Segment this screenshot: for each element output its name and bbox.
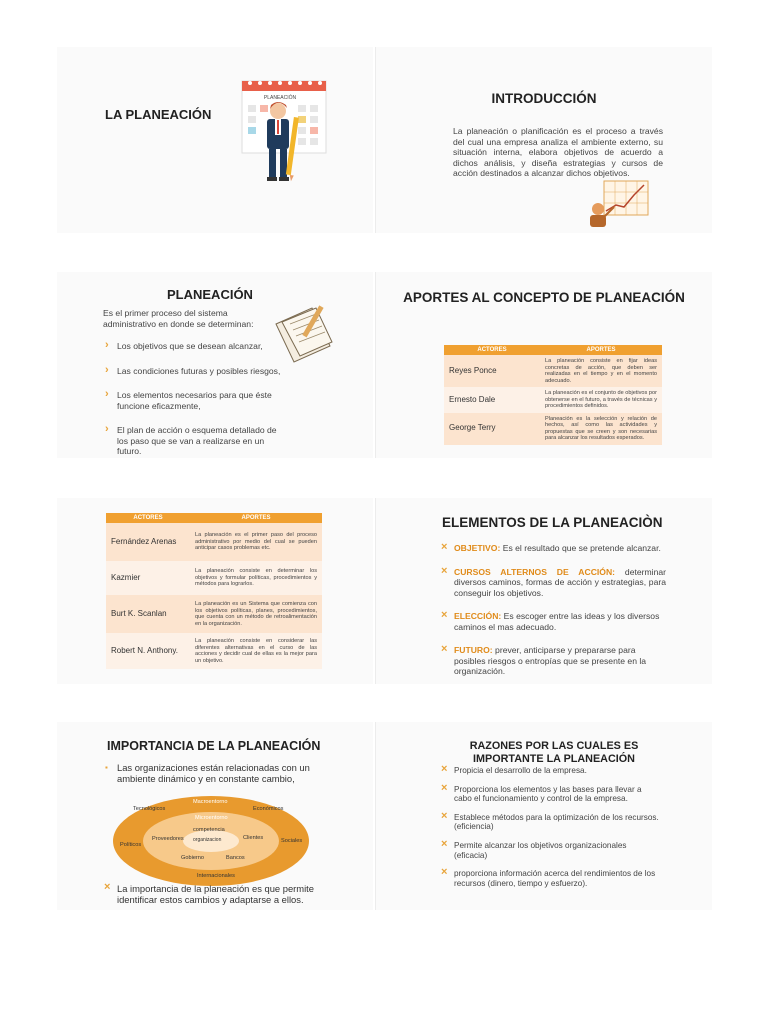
ring-label: Bancos — [226, 855, 245, 861]
ring-label: Internacionales — [197, 873, 235, 879]
slide-title: IMPORTANCIA DE LA PLANEACIÓN — [107, 739, 321, 753]
item-text: determinar diversos caminos, formas de acción y estrategias, para conseguir los objetivos. — [454, 566, 666, 598]
ring-label: Microentorno — [195, 815, 228, 821]
table-row — [106, 561, 322, 595]
aporte-text: La planeación consiste en determinar los objetivos y formular políticas, procedimientos y métodos para lograrlos. — [190, 561, 322, 595]
actor-name: Robert N. Anthony. — [106, 633, 190, 669]
slide-title: APORTES AL CONCEPTO DE PLANEACIÓN — [403, 290, 685, 305]
growth-chart-illustration — [584, 179, 650, 227]
ring-label: Tecnológicos — [133, 806, 166, 812]
table-row — [106, 595, 322, 633]
list-item: › El plan de acción o esquema detallado de los paso que se van a realizarse en un futuro. — [103, 425, 277, 457]
list-item: × proporciona información acerca del rendimientos de los recursos (dinero, tiempo y esfuerzo). — [440, 869, 660, 888]
ring-label: Económicos — [253, 806, 284, 812]
calendar-planner-illustration — [240, 75, 330, 185]
intro-paragraph: La planeación o planificación es el proceso a través del cual una empresa analiza el ambiente externo, su situación interna, elabora objetivos de acuerdo a dichos análisis, y diseña estrategias y cursos de acción destinados a alcanzar dichos objetivos. — [453, 126, 663, 178]
col-header-aportes: APORTES — [540, 345, 662, 355]
aportes-table — [106, 513, 322, 669]
list-item: › Los elementos necesarios para que éste funcione eficazmente, — [103, 390, 277, 411]
slide-planeacion — [57, 272, 373, 458]
calendar-label: PLANEACIÓN — [263, 95, 297, 101]
razones-list — [440, 766, 660, 888]
slide-aportes-continuacion — [57, 498, 373, 684]
keyword: ELECCIÓN: — [454, 611, 502, 621]
documents-pen-illustration — [272, 302, 338, 364]
keyword: CURSOS ALTERNOS DE ACCIÓN: — [454, 566, 616, 577]
ring-label: Macroentorno — [193, 799, 228, 805]
list-item: › Las condiciones futuras y posibles riesgos, — [103, 366, 303, 377]
table-row — [106, 633, 322, 669]
col-header-actores: ACTORES — [106, 513, 190, 523]
importancia-list-bottom — [103, 883, 323, 905]
ring-label: Proveedores — [152, 836, 184, 842]
table-row — [444, 413, 662, 445]
slide-aportes-concepto — [375, 272, 712, 458]
actor-name: Kazmier — [106, 561, 190, 595]
slide-title: PLANEACIÓN — [167, 287, 253, 302]
list-item: × Permite alcanzar los objetivos organizacionales (eficacia) — [440, 841, 660, 860]
slide-title: ELEMENTOS DE LA PLANEACIÒN — [442, 515, 663, 530]
aporte-text: La planeación es el conjunto de objetivos por obtenerse en el futuro, a través de técnicas y procedimientos definidos. — [540, 387, 662, 413]
col-header-actores: ACTORES — [444, 345, 540, 355]
ring-label: competencia — [193, 827, 225, 833]
list-item: × La importancia de la planeación es que permite identificar estos cambios y adaptarse a ellos. — [103, 883, 323, 905]
ring-label: Clientes — [243, 835, 264, 841]
slide-razones — [375, 722, 712, 910]
aporte-text: La planeación es el primer paso del proceso administrativo por medio del cual se pueden anticipar casos problemas etc. — [190, 523, 322, 561]
item-text: Es escoger entre las ideas y los diversos caminos el mas adecuado. — [454, 611, 660, 632]
keyword: OBJETIVO: — [454, 543, 501, 553]
slide-title: RAZONES POR LAS CUALES ES IMPORTANTE LA PLANEACIÓN — [469, 740, 639, 765]
actor-name: Fernández Arenas — [106, 523, 190, 561]
list-item: × Proporciona los elementos y las bases para llevar a cabo el funcionamiento y control de la empresa. — [440, 785, 660, 804]
list-item: × Establece métodos para la optimización de los recursos. (eficiencia) — [440, 813, 660, 832]
aporte-text: La planeación es un Sistema que comienza con los objetivos políticas, planes, procedimientos, que cuenta con un método de retroalimentación en la organización. — [190, 595, 322, 633]
aporte-text: La planeación consiste en considerar las diferentes alternativas en el curso de las acciones y decidir cual de ellas es la mejor para un objetivo. — [190, 633, 322, 669]
list-item — [440, 543, 666, 554]
list-item: › Los objetivos que se desean alcanzar, — [103, 341, 303, 352]
slide-elementos — [375, 498, 712, 684]
elementos-list — [440, 543, 666, 677]
table-row — [106, 523, 322, 561]
aporte-text: La planeación consiste en fijar ideas concretas de acción, que deben ser realizadas en el tiempo y en el momento adecuado. — [540, 355, 662, 387]
list-item — [440, 567, 666, 599]
list-item: × Propicia el desarrollo de la empresa. — [440, 766, 660, 776]
item-text: Es el resultado que se pretende alcanzar. — [500, 543, 661, 553]
importancia-list-top — [103, 762, 313, 784]
environment-diagram — [113, 796, 309, 886]
slide-title: INTRODUCCIÓN — [491, 91, 597, 106]
ring-label: organizacion — [193, 837, 222, 843]
actor-name: George Terry — [444, 413, 540, 445]
slide-importancia — [57, 722, 373, 910]
table-row — [444, 387, 662, 413]
aporte-text: Planeación es la selección y relación de hechos, así como las actividades y propuestas que se creen y son necesarias para alcanzar los resultados esperados. — [540, 413, 662, 445]
slide-introduccion — [375, 47, 712, 233]
actor-name: Burt K. Scanlan — [106, 595, 190, 633]
table-row — [444, 355, 662, 387]
keyword: FUTURO: — [454, 645, 493, 655]
ring-label: Gobierno — [181, 855, 205, 861]
actor-name: Reyes Ponce — [444, 355, 540, 387]
actor-name: Ernesto Dale — [444, 387, 540, 413]
planeacion-intro: Es el primer proceso del sistema administrativo en donde se determinan: — [103, 308, 254, 329]
slide-la-planeacion — [57, 47, 373, 233]
list-item — [440, 645, 666, 677]
slide-title: LA PLANEACIÓN — [105, 107, 212, 122]
aportes-table — [444, 345, 662, 445]
ring-label: Políticos — [120, 842, 142, 848]
list-item — [440, 611, 666, 632]
col-header-aportes: APORTES — [190, 513, 322, 523]
list-item: ▪ Las organizaciones están relacionadas con un ambiente dinámico y en constante cambio, — [103, 762, 313, 784]
item-text: prever, anticiparse y prepararse para posibles riesgos o entropías que se presente en la organización. — [454, 645, 647, 676]
ring-label: Sociales — [281, 838, 303, 844]
